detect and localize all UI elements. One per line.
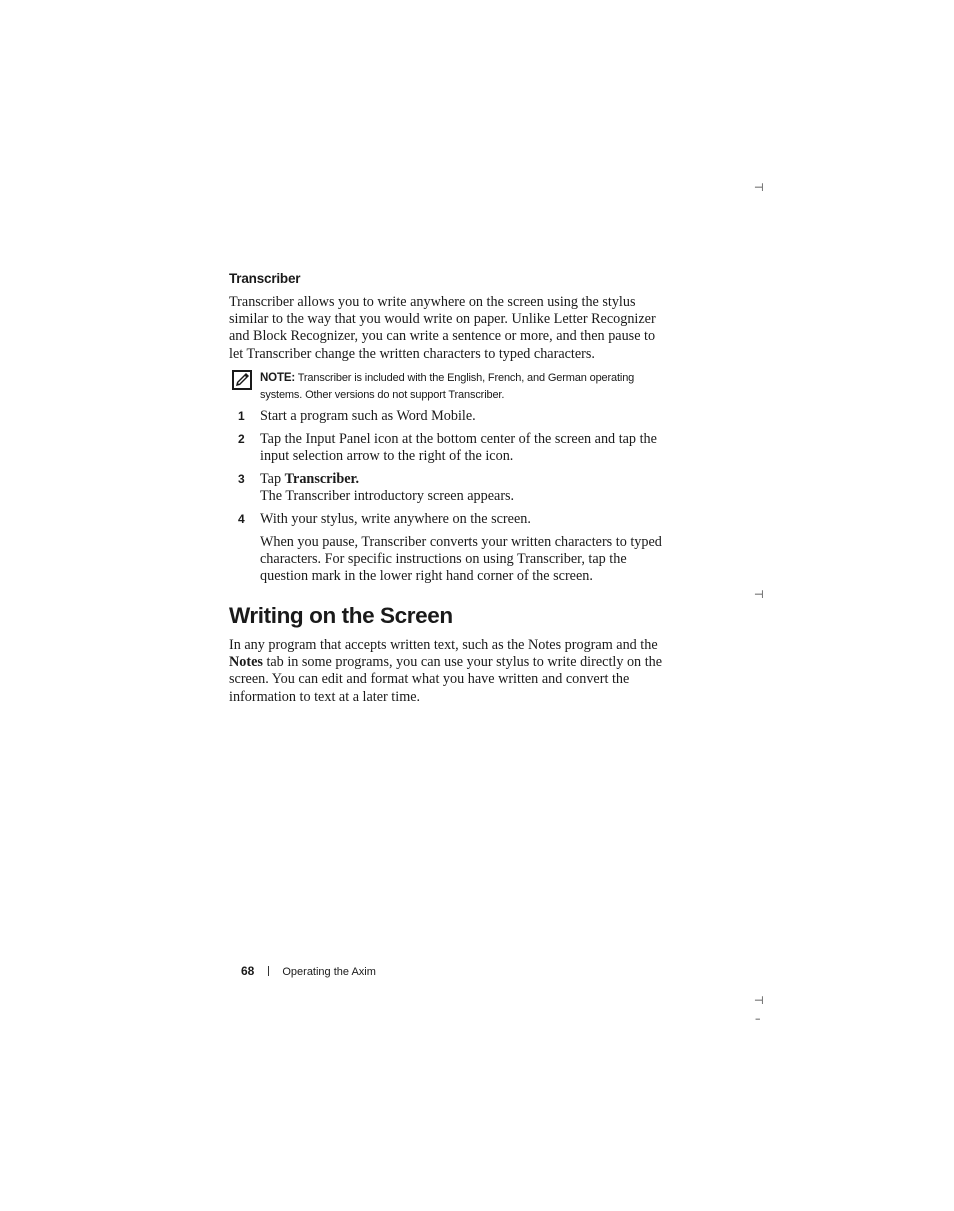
writing-paragraph (229, 637, 669, 706)
step-command: Transcriber. (284, 471, 360, 487)
step-text: Tap the Input Panel icon at the bottom center of the screen and tap the input selection arrow to the right of the icon. (260, 431, 657, 465)
crop-mark-middle: ⊣ (754, 588, 764, 601)
note-label: NOTE: (260, 372, 296, 384)
step-number: 1 (238, 409, 245, 423)
note-body: Transcriber is included with the English, French, and German operating systems. Other versions do not support Transcriber. (260, 372, 635, 401)
notes-term: Notes (229, 654, 263, 671)
note-text (260, 370, 670, 403)
chapter-title: Operating the Axim (282, 966, 376, 978)
intro-paragraph: Transcriber allows you to write anywhere on the screen using the stylus similar to the way that you would write on paper. Unlike Letter Recognizer and Block Recognizer, you can write a sentence or more, and then pause to let Transcriber change the written characters to typed characters. (229, 294, 656, 362)
step-prefix: Tap (260, 471, 282, 487)
page-title: Writing on the Screen (229, 603, 453, 628)
crop-mark-bottom: ⊣ (754, 994, 764, 1007)
writing-text-part2: tab in some programs, you can use your stylus to write directly on the screen. You can edit and format what you have written and convert the information to text at a later time. (229, 654, 663, 705)
step-text: With your stylus, write anywhere on the screen. (260, 511, 531, 527)
step-text: Start a program such as Word Mobile. (260, 408, 476, 424)
section-heading: Transcriber (229, 271, 301, 286)
footer-separator (268, 966, 269, 976)
page-number: 68 (241, 964, 255, 978)
step-text (260, 471, 670, 505)
crop-mark-bottom-dash: – (755, 1012, 761, 1025)
page-footer (241, 963, 376, 980)
step-number: 3 (238, 472, 245, 486)
step-number: 2 (238, 432, 245, 446)
step-result: The Transcriber introductory screen appears. (260, 488, 515, 505)
crop-mark-top: ⊣ (754, 181, 764, 194)
page-content (229, 270, 669, 705)
step4-followup: When you pause, Transcriber converts your written characters to typed characters. For specific instructions on using Transcriber, tap the question mark in the lower right hand corner of the screen. (260, 534, 662, 585)
pencil-note-icon (232, 370, 252, 390)
step-number: 4 (238, 512, 245, 526)
writing-text-part1: In any program that accepts written text, such as the Notes program and the (229, 637, 658, 653)
